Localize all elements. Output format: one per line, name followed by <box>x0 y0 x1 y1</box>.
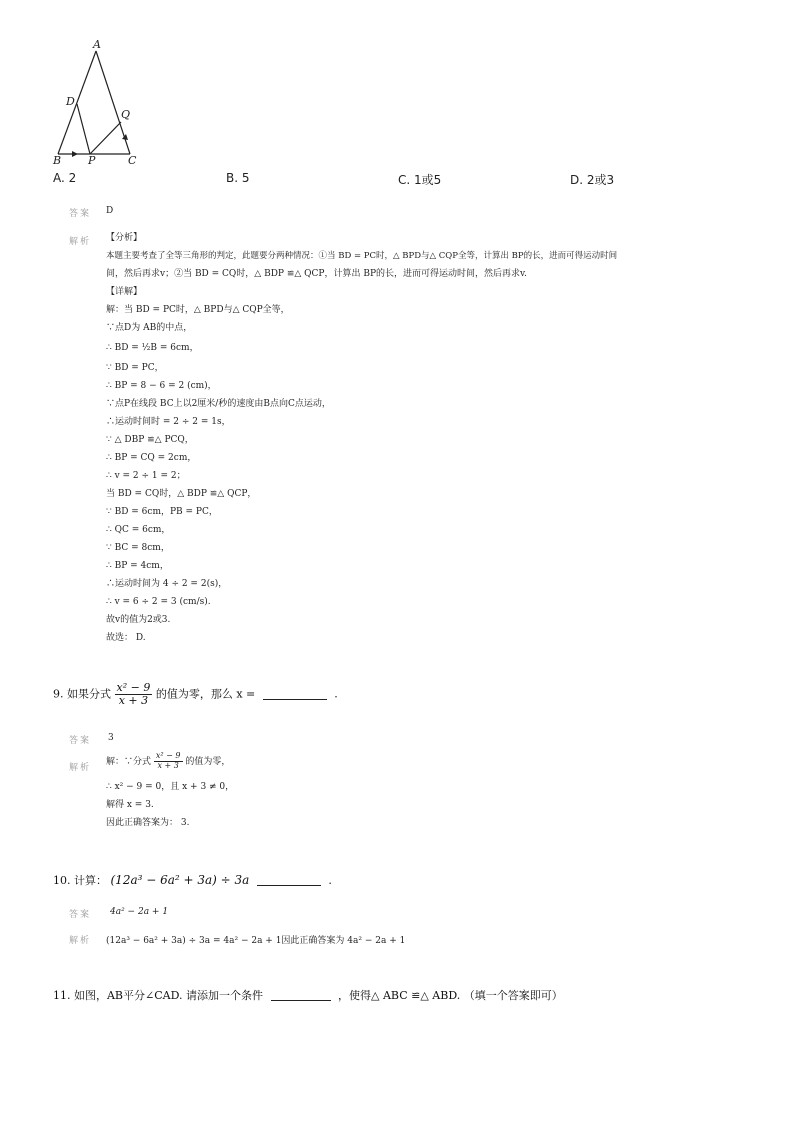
option-b: B. 5 <box>226 171 250 185</box>
q10-prefix: 10. 计算： <box>53 874 107 887</box>
analysis-line: ∴ BP = 8 − 6 = 2 (cm)， <box>106 381 217 391</box>
q10-end: . <box>328 874 332 887</box>
label-p: P <box>88 154 96 167</box>
triangle-figure <box>50 38 150 168</box>
analysis-line: ∵ △ DBP ≌△ PCQ， <box>106 435 194 445</box>
q9-line1-suffix: 的值为零， <box>185 756 231 767</box>
option-d: D. 2或3 <box>570 173 615 187</box>
analysis-line: (12a³ − 6a² + 3a) ÷ 3a = 4a² − 2a + 1因此正确答案为 4a² − 2a + 1 <box>106 936 406 946</box>
q11-prefix: 11. 如图，AB平分∠CAD. 请添加一个条件 <box>53 989 264 1002</box>
analysis-line: ∵点D为 AB的中点， <box>106 323 193 333</box>
q9-suffix: 的值为零，那么 x = <box>155 687 256 701</box>
analysis-tag: 解析 <box>69 936 92 946</box>
analysis-line: ∴ v = 2 ÷ 1 = 2； <box>106 471 186 481</box>
question-11 <box>53 987 563 1003</box>
analysis-line: ∴运动时间时 = 2 ÷ 2 = 1s， <box>106 417 231 427</box>
option-a: A. 2 <box>53 171 77 185</box>
q9-frac-num: x² − 9 <box>116 681 151 694</box>
analysis-line: ∴ v = 6 ÷ 2 = 3 (cm/s). <box>106 597 211 607</box>
answer-tag: 答案 <box>69 736 92 746</box>
analysis-line: ∵点P在线段 BC上以2厘米/秒的速度由B点向C点运动， <box>106 399 331 409</box>
q9-line1-prefix: 解：∵分式 <box>106 756 152 767</box>
q9-prefix: 9. 如果分式 <box>53 687 111 701</box>
q9-analysis-frac-num: x² − 9 <box>155 751 181 760</box>
answer-tag: 答案 <box>69 910 92 920</box>
q11-answer-blank <box>271 990 331 1001</box>
label-c: C <box>128 154 137 167</box>
analysis-line: 解得 x = 3. <box>106 800 154 810</box>
analysis-line: ∵ BD = 6cm，PB = PC， <box>106 507 218 517</box>
label-q: Q <box>121 108 131 121</box>
analysis-line: 因此正确答案为： 3. <box>106 818 190 828</box>
answer-tag: 答案 <box>69 209 92 219</box>
q10-expression: (12a³ − 6a² + 3a) ÷ 3a <box>110 873 250 887</box>
analysis-line: ∴ QC = 6cm， <box>106 525 171 535</box>
q10-answer-blank <box>257 875 321 886</box>
analysis-line: ∴ BP = CQ = 2cm， <box>106 453 197 463</box>
label-b: B <box>53 154 62 167</box>
question-9 <box>53 682 338 707</box>
answer-value: D <box>106 206 114 216</box>
question-10 <box>53 872 332 888</box>
q9-end: . <box>334 687 338 701</box>
q9-analysis-frac-den: x + 3 <box>157 760 179 770</box>
q9-fraction <box>115 682 153 707</box>
segment-ab <box>58 51 96 154</box>
q9-frac-den: x + 3 <box>118 694 149 708</box>
segment-dp <box>77 104 90 154</box>
segment-pq <box>90 122 121 154</box>
option-c: C. 1或5 <box>398 173 442 187</box>
label-a: A <box>93 38 101 51</box>
analysis-line: 解：当 BD = PC时，△ BPD与△ CQP全等， <box>106 305 290 315</box>
analysis-line: ∴运动时间为 4 ÷ 2 = 2(s)， <box>106 579 228 589</box>
analysis-line: 本题主要考查了全等三角形的判定，此题要分两种情况：①当 BD = PC时，△ BPD与△ CQP全等，计算出 BP的长，进而可得运动时间 <box>106 251 618 261</box>
analysis-line: ∵ BD = PC， <box>106 363 164 373</box>
analysis-line: ∴ x² − 9 = 0，且 x + 3 ≠ 0， <box>106 782 235 792</box>
analysis-line: ∴ BP = 4cm， <box>106 561 169 571</box>
analysis-line: 当 BD = CQ时，△ BDP ≌△ QCP， <box>106 489 257 499</box>
analysis-tag: 解析 <box>69 237 92 247</box>
analysis-line: 【分析】 <box>106 233 143 243</box>
q9-answer-blank <box>263 689 327 700</box>
q11-suffix: ，使得△ ABC ≌△ ABD. （填一个答案即可） <box>338 989 563 1002</box>
analysis-line <box>106 752 230 771</box>
analysis-tag: 解析 <box>69 763 92 773</box>
analysis-line: 故选： D. <box>106 633 146 643</box>
analysis-line: 间，然后再求v；②当 BD = CQ时，△ BDP ≌△ QCP，计算出 BP的长，进而可得运动时间，然后再求v. <box>106 269 527 279</box>
answer-value: 3 <box>108 733 114 743</box>
analysis-line: 故v的值为2或3. <box>106 615 171 625</box>
analysis-line: 【详解】 <box>106 287 143 297</box>
analysis-line: ∵ BC = 8cm， <box>106 543 170 553</box>
arrow-bc-icon <box>72 151 78 157</box>
analysis-line: ∴ BD = ½B = 6cm， <box>106 343 199 353</box>
answer-value: 4a² − 2a + 1 <box>110 907 169 917</box>
label-d: D <box>66 95 75 108</box>
arrow-cq-icon <box>122 134 128 140</box>
q9-analysis-fraction <box>154 752 183 771</box>
